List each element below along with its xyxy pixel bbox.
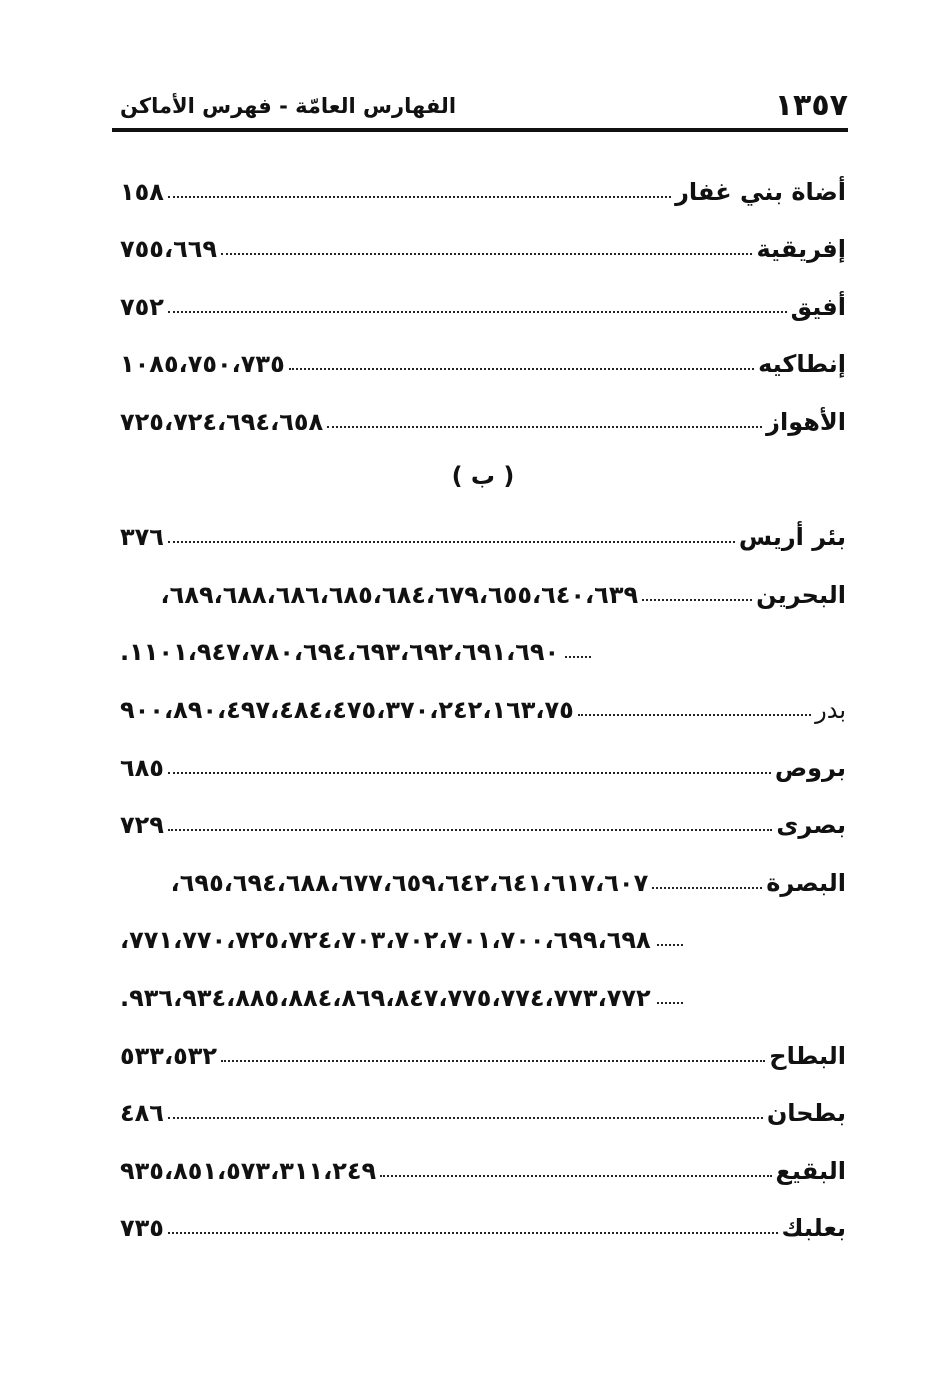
index-entry — [120, 1074, 846, 1132]
place-name: البصرة — [766, 868, 846, 897]
leader-dots — [657, 944, 683, 946]
header-title: الفهارس العامّة - فهرس الأماكن — [120, 94, 457, 118]
place-name: بطحان — [766, 1099, 846, 1128]
place-name: بصرى — [776, 811, 846, 840]
page-refs: ٦٨٥ — [120, 753, 164, 782]
place-name: بعلبك — [781, 1214, 846, 1243]
page-refs: ٧٥٢ — [120, 292, 164, 321]
index-entry-continuation — [120, 958, 846, 1016]
page-refs: ٦٩٥،٦٩٤،٦٨٨،٦٧٧،٦٥٩،٦٤٢،٦٤١،٦١٧،٦٠٧، — [170, 868, 649, 897]
leader-dots — [652, 887, 762, 889]
page-number: ١٣٥٧ — [774, 88, 848, 123]
page-refs: ٣٧٦ — [120, 523, 164, 552]
index-entry — [120, 1189, 846, 1247]
page-refs: ٦٨٩،٦٨٨،٦٨٦،٦٨٥،٦٨٤،٦٧٩،٦٥٥،٦٤٠،٦٣٩، — [160, 580, 639, 609]
place-name: إفريقية — [756, 235, 846, 264]
page-refs: ١١٠١،٩٤٧،٧٨٠،٦٩٤،٦٩٣،٦٩٢،٦٩١،٦٩٠. — [120, 638, 560, 667]
index-entry — [120, 670, 846, 728]
index-entry — [120, 152, 846, 210]
leader-dots — [657, 1002, 683, 1004]
leader-dots — [565, 656, 591, 658]
index-entry — [120, 498, 846, 556]
place-name: بروص — [774, 753, 846, 782]
index-entry-continuation — [120, 613, 846, 671]
leader-dots — [168, 311, 787, 313]
page-refs: ١٥٨ — [120, 177, 164, 206]
place-name: البقيع — [775, 1156, 846, 1185]
place-name: بئر أريس — [738, 523, 846, 552]
index-entry — [120, 728, 846, 786]
place-name: أضاة بني غفار — [675, 177, 846, 206]
leader-dots — [168, 541, 735, 543]
place-name: الأهواز — [766, 407, 846, 436]
page-refs: ٤٨٦ — [120, 1099, 164, 1128]
index-entry — [120, 325, 846, 383]
leader-dots — [578, 714, 811, 716]
leader-dots — [221, 1060, 765, 1062]
leader-dots — [168, 772, 771, 774]
section-heading-row — [120, 440, 846, 498]
page-refs: ٧٣٥ — [120, 1214, 164, 1243]
index-entry — [120, 555, 846, 613]
places-index — [120, 152, 846, 1246]
leader-dots — [168, 829, 772, 831]
page-refs: ٩٠٠،٨٩٠،٤٩٧،٤٨٤،٤٧٥،٣٧٠،٢٤٢،١٦٣،٧٥ — [120, 695, 574, 724]
leader-dots — [168, 196, 671, 198]
leader-dots — [168, 1117, 763, 1119]
index-entry — [120, 786, 846, 844]
page-refs: ٩٣٦،٩٣٤،٨٨٥،٨٨٤،٨٦٩،٨٤٧،٧٧٥،٧٧٤،٧٧٣،٧٧٢. — [120, 983, 651, 1012]
page-header — [112, 84, 848, 132]
index-entry-continuation — [120, 901, 846, 959]
leader-dots — [289, 368, 754, 370]
leader-dots — [168, 1232, 778, 1234]
place-name: إنطاكيه — [758, 350, 846, 379]
page-refs: ٧٧١،٧٧٠،٧٢٥،٧٢٤،٧٠٣،٧٠٢،٧٠١،٧٠٠،٦٩٩،٦٩٨، — [120, 926, 651, 955]
index-entry — [120, 843, 846, 901]
place-name: البطاح — [769, 1041, 846, 1070]
page-refs: ١٠٨٥،٧٥٠،٧٣٥ — [120, 350, 285, 379]
page-refs: ٧٥٥،٦٦٩ — [120, 235, 218, 264]
section-letter: ( ب ) — [451, 461, 515, 490]
leader-dots — [327, 426, 762, 428]
place-name: بدر — [815, 695, 846, 724]
page-refs: ٩٣٥،٨٥١،٥٧٣،٣١١،٢٤٩ — [120, 1156, 377, 1185]
index-entry — [120, 1016, 846, 1074]
place-name: البحرين — [756, 580, 846, 609]
index-entry — [120, 382, 846, 440]
leader-dots — [380, 1175, 771, 1177]
index-entry — [120, 1131, 846, 1189]
index-entry — [120, 210, 846, 268]
place-name: أفيق — [790, 292, 846, 321]
page-refs: ٧٢٩ — [120, 811, 164, 840]
page-refs: ٥٣٣،٥٣٢ — [120, 1041, 218, 1070]
leader-dots — [642, 599, 752, 601]
index-entry — [120, 267, 846, 325]
leader-dots — [221, 253, 752, 255]
page-refs: ٧٢٥،٧٢٤،٦٩٤،٦٥٨ — [120, 407, 324, 436]
